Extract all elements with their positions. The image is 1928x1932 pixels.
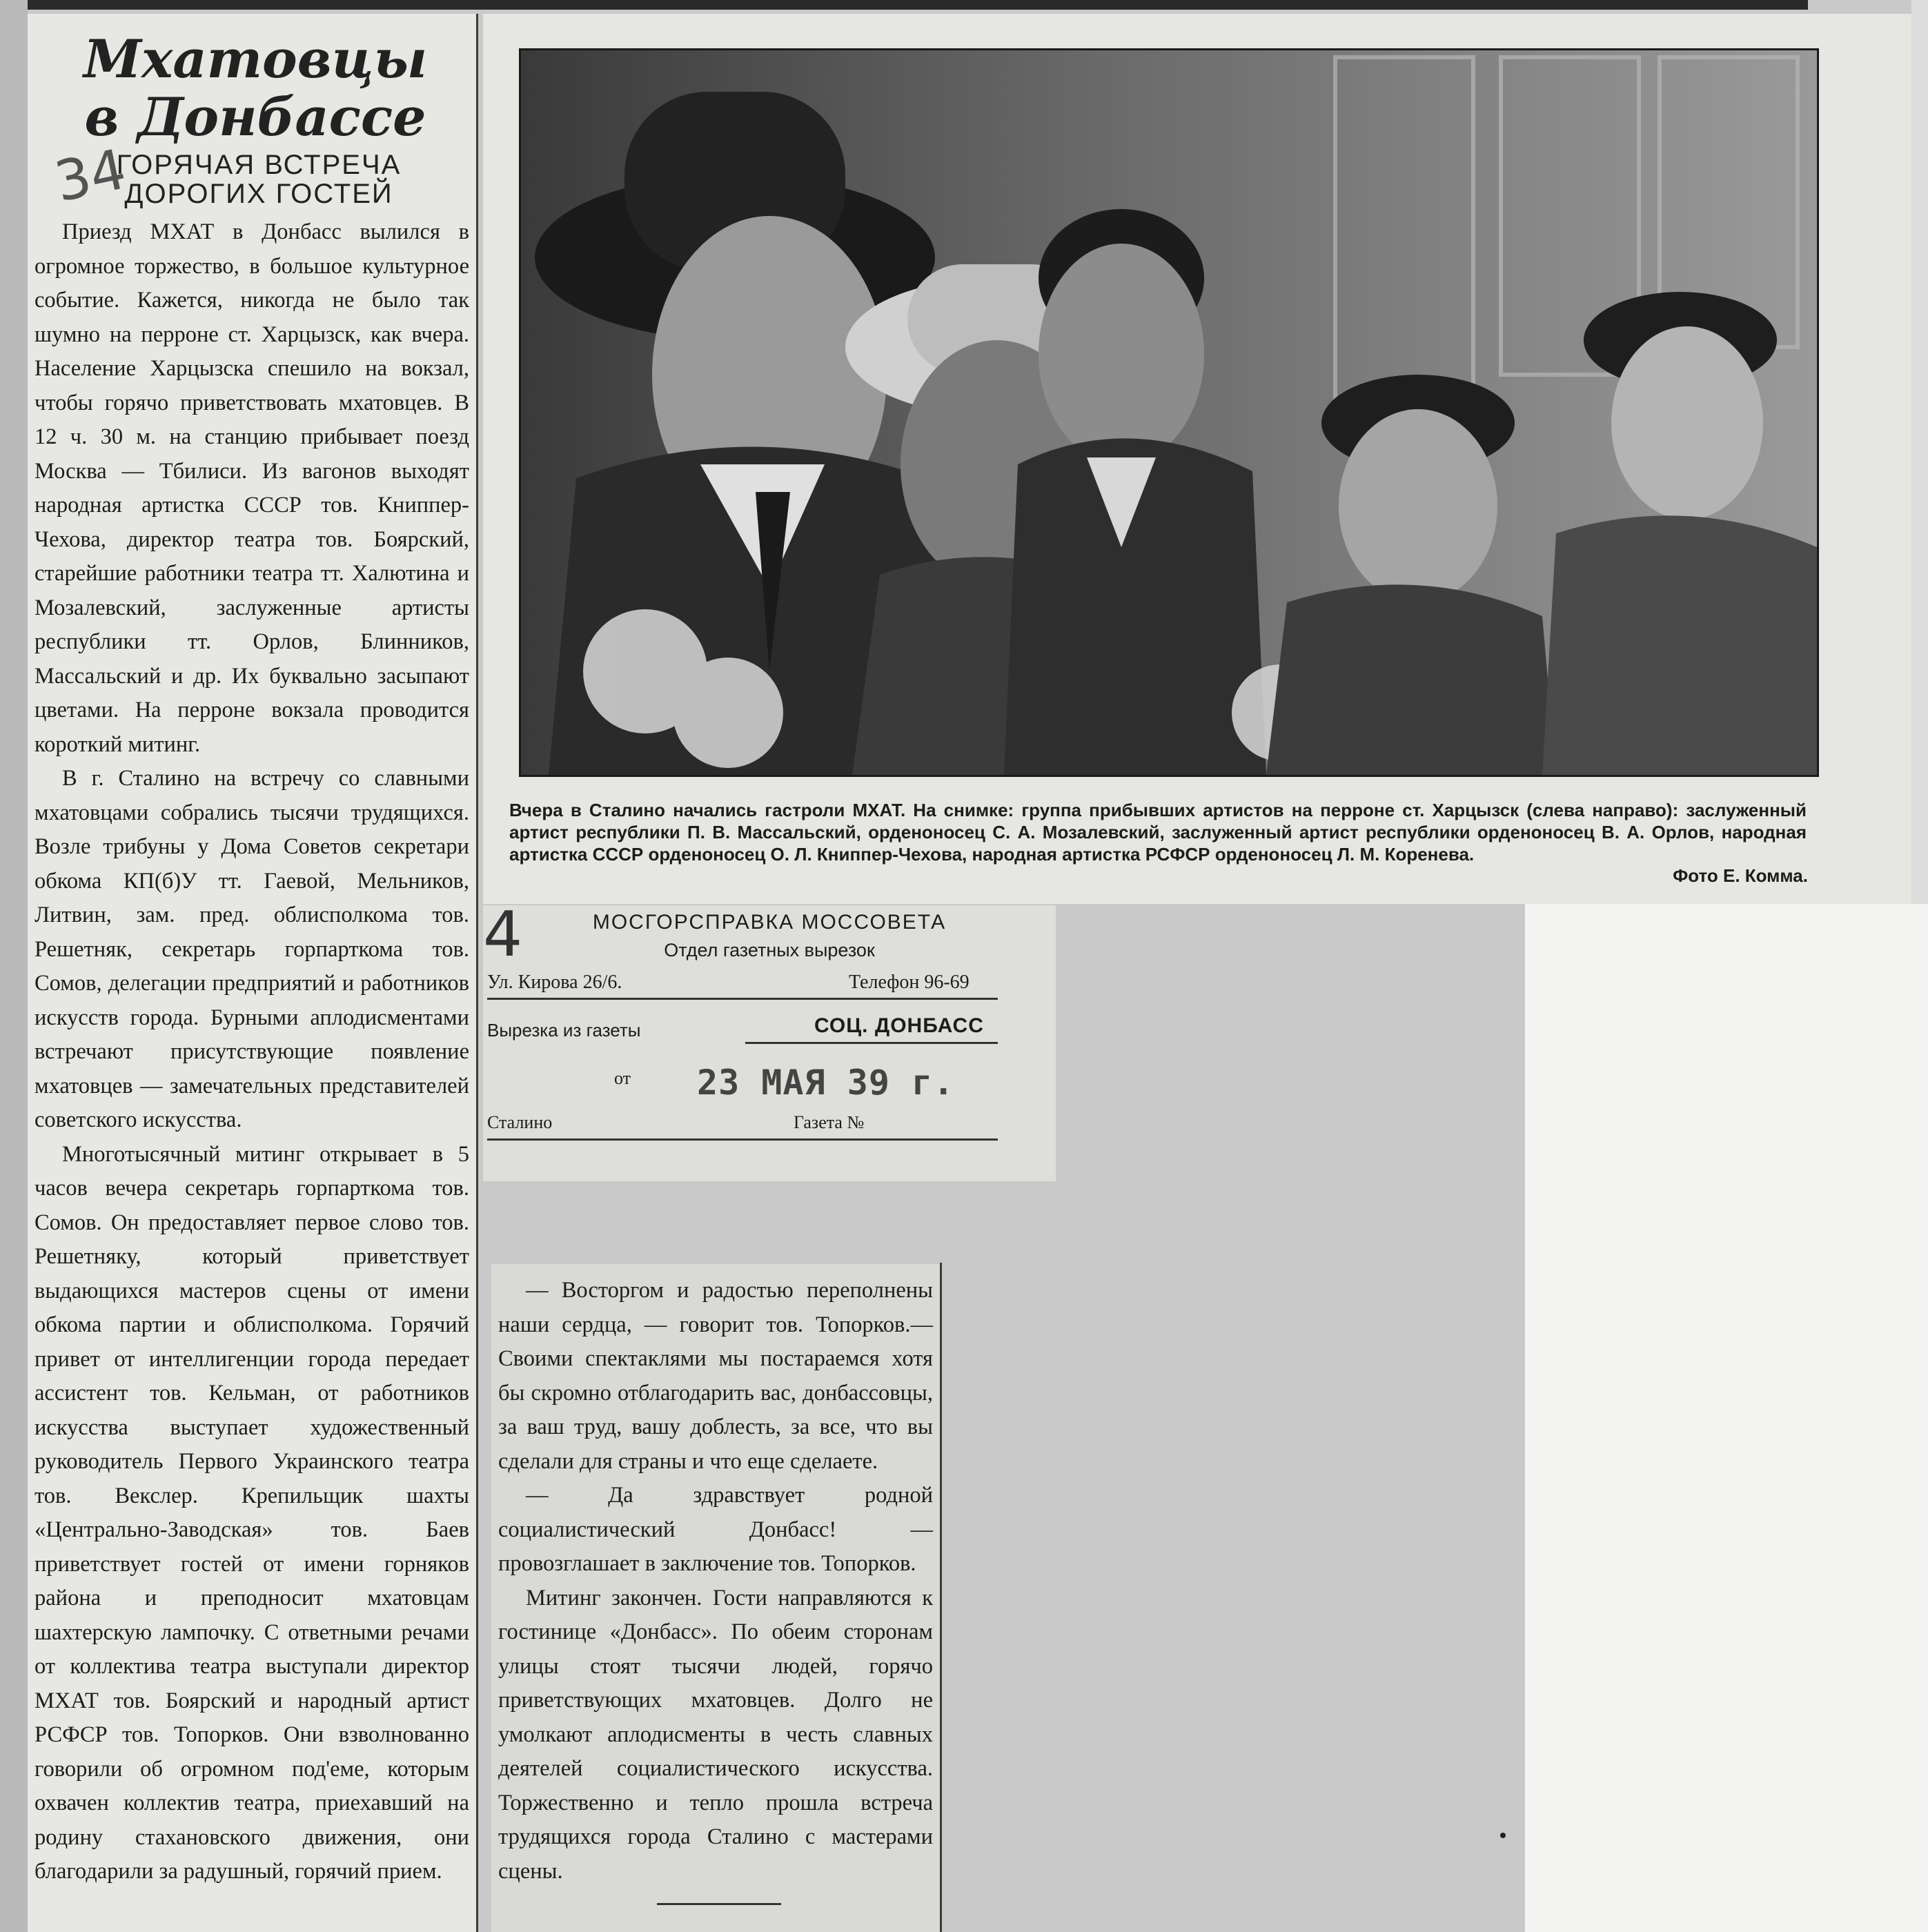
headline — [62, 30, 449, 146]
paragraph: В г. Сталино на встречу со славными мхатовцами собрались тысячи трудящихся. Возле трибуны у Дома Советов секретари обкома КП(б)У тт. Гаевой, Мельников, Литвин, зам. пред. облисполкома тов. Решетняк, секретарь горпарткома тов. Сомов, делегации предприятий и работников искусств города. Бурными аплодисментами встречают присутствующие появление мхатовцев — замечательных представителей советского искусства. — [35, 766, 469, 1132]
clip-edge — [1911, 0, 1928, 904]
column-rule — [476, 14, 478, 1932]
stamp-date: 23 МАЯ 39 г. — [697, 1063, 955, 1103]
column-rule — [940, 1263, 942, 1932]
headline-line-2: в Донбассе — [84, 86, 426, 148]
stamp-address: Ул. Кирова 26/6. — [487, 972, 622, 993]
photo-illustration — [521, 50, 1817, 775]
clipping-service-stamp — [483, 898, 1056, 1181]
top-rule — [28, 0, 1808, 10]
paragraph: Многотысячный митинг открывает в 5 часов вечера секретарь горпарткома тов. Сомов. Он предоставляет первое слово тов. Решетняку, который приветствует выдающихся мастеров сцены от имени обкома партии и облисполкома. Горячий привет от интеллигенции города передает ассистент тов. Кельман, от работников искусства выступает художественный руководитель Первого Украинского театра тов. Векслер. Крепильщик шахты «Центрально-Заводская» тов. Баев приветствует гостей от имени горняков района и преподносит мхатовцам шахтерскую лампочку. С ответными речами от коллектива театра выступали директор МХАТ тов. Боярский и народный артист РСФСР тов. Топорков. Они взволнованно говорили об огромном под'еме, которым охвачен коллектив театра, приехавший на родину стахановского движения, они благодарили за радушный, горячий прием. — [35, 1141, 469, 1884]
handwritten-number: 4 — [483, 898, 523, 971]
stamp-department: Отдел газетных вырезок — [664, 940, 875, 960]
stamp-from-label: от — [614, 1068, 631, 1088]
photo-caption: Вчера в Сталино начались гастроли МХАТ. На снимке: группа прибывших артистов на перроне ст. Харцызск (слева направо): заслуженный артист республики П. В. Массальский, орденоносец С. А. Мозалевский, заслуженный артист республики орденоносец В. А. Орлов, народная артистка СССР орденоносец О. Л. Книппер-Чехова, народная артистка РСФСР орденоносец Л. М. Коренева. — [509, 800, 1807, 865]
subhead-line-2: ДОРОГИХ ГОСТЕЙ — [124, 179, 393, 209]
subhead-line-1: ГОРЯЧАЯ ВСТРЕЧА — [116, 150, 402, 180]
stamp-organization: МОСГОРСПРАВКА МОССОВЕТА — [592, 911, 947, 934]
handwritten-number: 34 — [49, 137, 132, 215]
stamp-rule — [745, 1042, 998, 1044]
blank-board-area — [1525, 904, 1928, 1932]
stamp-newspaper-name: СОЦ. ДОНБАСС — [814, 1014, 984, 1037]
article-end-rule — [657, 1903, 781, 1905]
stamp-issue-label: Газета № — [794, 1112, 865, 1132]
stamp-rule — [487, 1138, 998, 1141]
headline-line-1: Мхатовцы — [83, 28, 428, 90]
article-body-left — [35, 215, 469, 1889]
photo-credit: Фото Е. Комма. — [1673, 865, 1808, 886]
ink-spot — [1500, 1833, 1506, 1838]
paragraph: Приезд МХАТ в Донбасс вылился в огромное торжество, в большое культурное событие. Кажется, никогда не было так шумно на перроне ст. Харцызск, как вчера. Население Харцызска спешило на вокзал, чтобы горячо приветствовать мхатовцев. В 12 ч. 30 м. на станцию прибывает поезд Москва — Тбилиси. Из вагонов выходят народная артистка СССР тов. Книппер-Чехова, директор театра тов. Боярский, старейшие работники театра тт. Халютина и Мозалевский, заслуженные артисты республики тт. Орлов, Блинников, Массальский и др. Их буквально засыпают цветами. На перроне вокзала проводится короткий митинг. — [35, 219, 469, 757]
paragraph: — Да здравствует родной социалистический Донбасс! — провозглашает в заключение тов. Топорков. — [498, 1483, 933, 1576]
stamp-cut-label: Вырезка из газеты — [487, 1020, 641, 1041]
stamp-phone: Телефон 96-69 — [849, 972, 970, 993]
paragraph: Митинг закончен. Гости направляются к гостинице «Донбасс». По обеим сторонам улицы стоят тысячи людей, горячо приветствующих мхатовцев. Долго не умолкают аплодисменты в честь славных деятелей социалистического искусства. Торжественно и тепло прошла встреча трудящихся города Сталино с мастерами сцены. — [498, 1585, 933, 1884]
article-body-continued — [498, 1274, 933, 1889]
stamp-rule — [487, 998, 998, 1000]
group-photo — [519, 48, 1819, 777]
subheadline — [97, 150, 421, 208]
paragraph: — Восторгом и радостью переполнены наши сердца, — говорит тов. Топорков.—Своими спектаклями мы постараемся хотя бы скромно отблагодарить вас, донбассовцы, за ваш труд, вашу доблесть, за все, что вы сделали для страны и что еще сделаете. — [498, 1278, 933, 1474]
stamp-city: Сталино — [487, 1112, 553, 1132]
board-left-edge — [0, 0, 28, 1932]
